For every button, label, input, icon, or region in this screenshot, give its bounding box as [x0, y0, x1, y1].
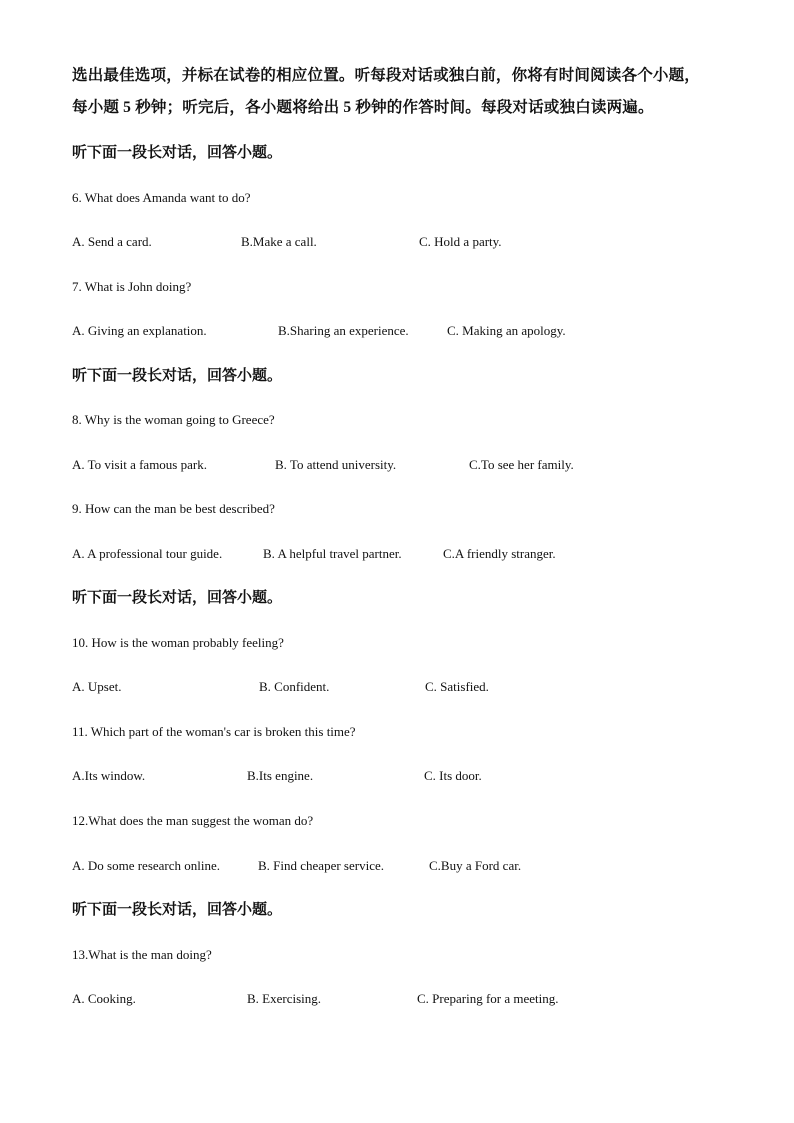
question-11-option-a[interactable]: A.Its window.	[72, 768, 146, 783]
question-9-option-c[interactable]: C.A friendly stranger.	[443, 546, 556, 561]
question-8: 8. Why is the woman going to Greece?	[72, 412, 275, 427]
question-6-option-c[interactable]: C. Hold a party.	[419, 234, 502, 249]
question-10-option-c[interactable]: C. Satisfied.	[425, 679, 489, 694]
instructions-line-1: 选出最佳选项，并标在试卷的相应位置。听每段对话或独白前，你将有时间阅读各个小题，	[72, 67, 701, 84]
instructions-line-2: 每小题 5 秒钟；听完后，各小题将给出 5 秒钟的作答时间。每段对话或独白读两遍。	[72, 99, 654, 116]
question-6-option-b[interactable]: B.Make a call.	[241, 234, 317, 249]
question-12-option-b[interactable]: B. Find cheaper service.	[258, 858, 384, 873]
question-13: 13.What is the man doing?	[72, 947, 212, 962]
question-10: 10. How is the woman probably feeling?	[72, 635, 284, 650]
question-8-option-b[interactable]: B. To attend university.	[275, 457, 397, 472]
question-13-option-b[interactable]: B. Exercising.	[247, 991, 322, 1006]
question-13-option-a[interactable]: A. Cooking.	[72, 991, 136, 1006]
question-6: 6. What does Amanda want to do?	[72, 190, 251, 205]
section-heading: 听下面一段长对话，回答小题。	[72, 368, 283, 384]
section-heading: 听下面一段长对话，回答小题。	[72, 145, 283, 161]
question-9-option-a[interactable]: A. A professional tour guide.	[72, 546, 223, 561]
question-11-option-b[interactable]: B.Its engine.	[247, 768, 314, 783]
question-9: 9. How can the man be best described?	[72, 501, 275, 516]
question-12-option-a[interactable]: A. Do some research online.	[72, 858, 221, 873]
question-9-option-b[interactable]: B. A helpful travel partner.	[263, 546, 402, 561]
question-7-option-a[interactable]: A. Giving an explanation.	[72, 323, 207, 338]
question-7: 7. What is John doing?	[72, 279, 192, 294]
question-8-option-a[interactable]: A. To visit a famous park.	[72, 457, 207, 472]
section-heading: 听下面一段长对话，回答小题。	[72, 590, 283, 606]
question-7-option-c[interactable]: C. Making an apology.	[447, 323, 566, 338]
question-6-option-a[interactable]: A. Send a card.	[72, 234, 152, 249]
section-heading: 听下面一段长对话，回答小题。	[72, 902, 283, 918]
question-12-option-c[interactable]: C.Buy a Ford car.	[429, 858, 522, 873]
question-11-option-c[interactable]: C. Its door.	[424, 768, 482, 783]
question-10-option-a[interactable]: A. Upset.	[72, 679, 122, 694]
question-8-option-c[interactable]: C.To see her family.	[469, 457, 574, 472]
question-10-option-b[interactable]: B. Confident.	[259, 679, 330, 694]
question-12: 12.What does the man suggest the woman do?	[72, 813, 314, 828]
question-7-option-b[interactable]: B.Sharing an experience.	[278, 323, 409, 338]
question-11: 11. Which part of the woman's car is broken this time?	[72, 724, 356, 739]
question-13-option-c[interactable]: C. Preparing for a meeting.	[417, 991, 559, 1006]
